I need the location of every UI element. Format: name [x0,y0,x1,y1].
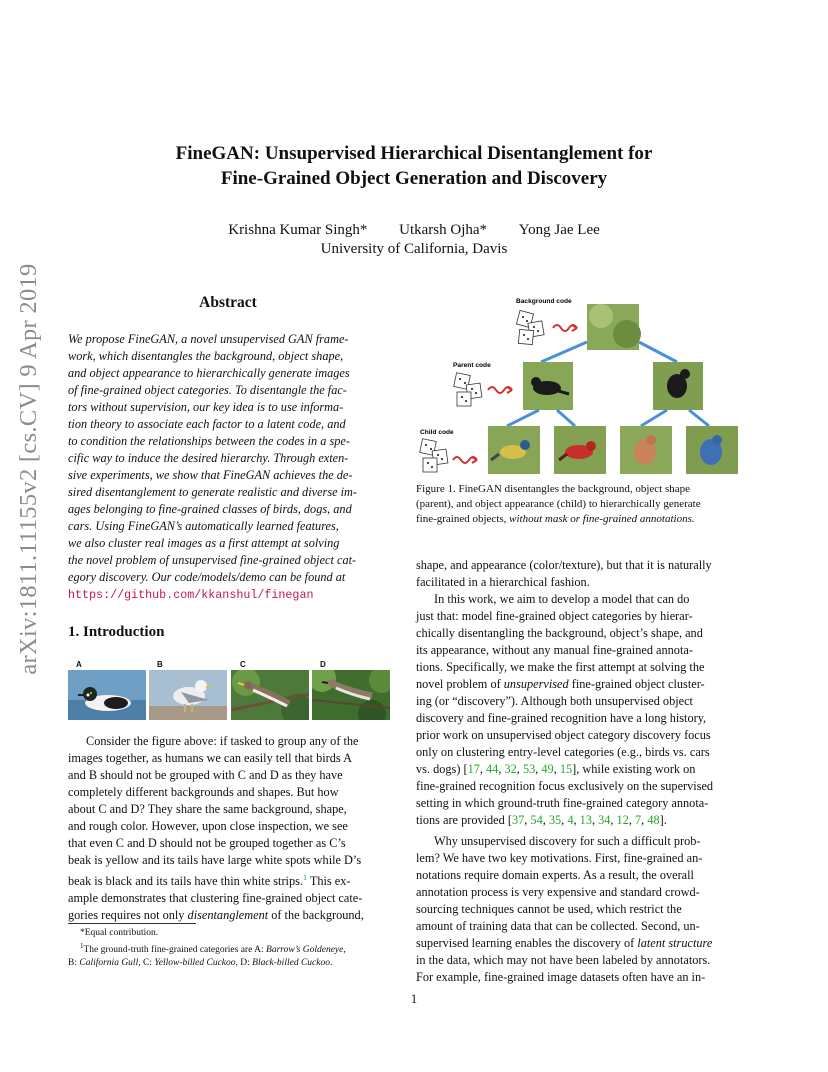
body-line: annotation process is very expensive and standard crowd- [416,885,700,899]
body-line: in the data, which may not have been labeled by annotators. [416,953,711,967]
child-code-label: Child code [420,429,454,436]
citation-link[interactable]: 34 [598,813,611,827]
citation-link[interactable]: 32 [504,762,517,776]
background-code-label: Background code [516,298,572,305]
page-number: 1 [410,992,418,1006]
hierarchy-arrow [639,342,677,362]
generated-child-image-2 [554,426,606,474]
abstract-line: we also cluster real images as a first attempt at solving [68,536,340,550]
citation-link[interactable]: 48 [647,813,660,827]
parent-code-label: Parent code [453,362,491,369]
generated-parent-image-2 [653,362,703,410]
body-line: Why unsupervised discovery for such a difficult prob- [434,834,701,848]
intro-line: that even C and D should not be grouped together as C’s [68,836,346,850]
intro-emphasis: disentanglement [187,908,269,923]
caption-line: (parent), and object appearance (child) to hierarchically generate [416,498,701,510]
abstract-line: and object appearance to hierarchically generate images [68,366,350,380]
bird-label-d: D [320,660,326,669]
intro-line: beak is black and its tails have thin white strips. [68,874,303,889]
background-dice-icon [516,310,544,344]
body-line: ing (or “discovery”). Although both unsupervised object [416,694,693,708]
abstract-line: cars. Using FineGAN’s automatically learned features, [68,519,339,533]
abstract-line: egory discovery. Our code/models/demo can be found at [68,570,346,584]
citation-link[interactable]: 37 [511,813,525,827]
abstract-line: sive experiments, we show that FineGAN achieves the de- [68,468,353,482]
generated-child-image-1 [488,426,540,474]
citation-link[interactable]: 49 [541,762,554,776]
hierarchy-arrow [541,342,587,362]
abstract-line: ages belonging to fine-grained classes of birds, dogs, and [68,502,352,516]
body-line: In this work, we aim to develop a model that can do [434,592,690,606]
body-line: only on clustering entry-level categories (e.g., birds vs. cars [416,745,710,759]
body-line: shape, and appearance (color/texture), but that it is naturally [416,558,712,572]
arxiv-identifier: arXiv:1811.11155v2 [cs.CV] 9 Apr 2019 [15,263,42,675]
abstract-line: of fine-grained object categories. To disentangle the fac- [68,383,347,397]
bird-photo-a [68,670,146,720]
body-line: For example, fine-grained image datasets often have an in- [416,970,706,984]
citation-link[interactable]: 17 [467,762,480,776]
bird-photo-d [312,670,390,720]
abstract-heading: Abstract [199,294,257,311]
generated-background-image [587,304,641,350]
author-list [0,221,828,240]
github-link[interactable]: https://github.com/kkanshul/finegan [68,588,314,602]
intro-line: ample demonstrates that clustering fine-grained object cate- [68,891,363,906]
author-2: Utkarsh Ojha* [399,222,488,238]
intro-line: and rough color. However, upon close inspection, we see [68,819,348,833]
abstract-line: sired disentanglement to generate realistic and diverse im- [68,485,358,499]
figure-1-hierarchy [415,290,745,480]
caption-emphasis: without mask or fine-grained annotations. [509,513,695,525]
citation-link[interactable]: 53 [522,762,536,776]
body-line: setting in which ground-truth fine-grained category annota- [416,796,709,810]
paper-title-line-1: FineGAN: Unsupervised Hierarchical Disentanglement for [175,143,653,164]
body-line: amount of training data that can be collected. Second, un- [416,919,700,933]
abstract-line: tors without supervision, our key idea is to use informa- [68,400,344,414]
caption-line: Figure 1. FineGAN disentangles the background, object shape [416,483,691,495]
intro-line: gories requires not only [68,908,185,923]
caption-line: fine-grained objects, [416,513,510,525]
intro-line: and B should not be grouped with C and D as they have [68,768,343,782]
body-line: tions. Specifically, we make the first attempt at solving the [416,660,705,674]
citation-link[interactable]: 35 [548,813,562,827]
body-line: its appearance, without any manual fine-grained annota- [416,643,693,657]
bird-photo-b [149,670,227,720]
body-line: fine-grained recognition focus exclusively on the supervised [416,779,714,793]
abstract-line: to condition the relationships between the codes in a spe- [68,434,350,448]
paper-title-line-2: Fine-Grained Object Generation and Discovery [220,168,608,189]
citation-link[interactable]: 13 [579,813,592,827]
generated-child-image-3 [620,426,672,474]
intro-line: completely different backgrounds and shapes. But how [68,785,339,799]
intro-line: about C and D? They share the same background, shape, [68,802,347,816]
footnote-equal-contribution: *Equal contribution. [80,928,159,938]
abstract-line: We propose FineGAN, a novel unsupervised GAN frame- [68,332,349,346]
body-line: discovery and fine-grained recognition have a long history, [416,711,707,725]
body-line: prior work on unsupervised object category discovery focus [416,728,711,742]
figure-1-caption [416,482,740,527]
body-line: just that: model fine-grained object categories by hierar- [416,609,693,623]
intro-line-tail: This ex- [306,874,351,889]
bird-examples-strip [68,658,390,720]
parent-dice-icon [454,373,482,406]
abstract-line: tion theory to associate each factor to a latent code, and [68,417,346,431]
intro-line-tail: of the background, [268,908,364,923]
affiliation: University of California, Davis [320,241,508,257]
intro-line: images together, as humans we can easily tell that birds A [68,751,352,765]
right-column-body: shape, and appearance (color/texture), but that it is naturally facilitated in a hierarchical fashion. In this work, we aim to develop a model that can do just that: model fine-grained object categories by hierar- chically disentangling the background, object’s shape, and its appearance, without any manual fine-grained annota- tions. Specifically, we make the first attempt at solving the novel problem of unsupervised fine-grained object cluster- ing (or “discovery”). Although both unsupervised object discovery and fine-grained recognition have a long history, prior work on unsupervised object category discovery focus only on clustering entry-level categories (e.g., birds vs. cars vs. dogs) [17, 44, 32, 53, 49, 15], while existing work on fine-grained recognition focus exclusively on the supervised setting in which ground-truth fine-grained category annota- tions are provided [37, 54, 35, 4, 13, 34, 12, 7, 48]. Why unsupervised discovery for such a difficult prob- lem? We have two key motivations. First, fine-grained an- notations require domain experts. As a result, the overall annotation process is very expensive and standard crowd- sourcing techniques cannot be used, which restrict the amount of training data that can be collected. Second, un- supervised learning enables the discovery of latent structure in the data, which may not have been labeled by annotators. For example, fine-grained image datasets often have an in- [416,557,740,986]
citation-link[interactable]: 4 [567,813,574,827]
abstract-body [68,331,388,604]
intro-line: beak is yellow and its tails have large white spots while D’s [68,853,362,867]
citation-link[interactable]: 7 [635,813,642,827]
abstract-line: cific way to induce the desired hierarchy. Through exten- [68,451,349,465]
footnote-1-line-1: $^1$The ground-truth fine-grained categories are A: Barrow’s Goldeneye, [80,942,346,956]
bird-label-a: A [76,660,82,669]
citation-link[interactable]: 44 [486,762,499,776]
body-line: lem? We have two key motivations. First, fine-grained an- [416,851,703,865]
footnote-rule [68,923,196,924]
intro-line: Consider the figure above: if tasked to group any of the [86,734,359,748]
body-line: facilitated in a hierarchical fashion. [416,575,590,589]
abstract-line: the novel problem of unsupervised fine-grained object cat- [68,553,357,567]
child-dice-icon [420,439,448,472]
bird-label-c: C [240,660,246,669]
body-line: sourcing techniques cannot be used, which restrict the [416,902,682,916]
author-1: Krishna Kumar Singh* [228,222,368,238]
abstract-line: work, which disentangles the background, object shape, [68,349,344,363]
bird-photo-c [231,670,309,720]
body-line: notations require domain experts. As a result, the overall [416,868,694,882]
generated-child-image-4 [686,426,738,474]
footnotes [68,927,398,970]
citation-link[interactable]: 15 [559,762,573,776]
footnote-1-line-2: B: California Gull, C: Yellow-billed Cuckoo, D: Black-billed Cuckoo. [68,958,333,969]
citation-link[interactable]: 12 [616,813,629,827]
bird-label-b: B [157,660,163,669]
section-heading-introduction: 1. Introduction [68,624,165,640]
citation-link[interactable]: 54 [530,813,543,827]
footnote-marker-1[interactable]: 1 [302,873,307,882]
generated-parent-image-1 [523,362,573,410]
introduction-paragraph [68,733,389,924]
author-3: Yong Jae Lee [518,222,600,238]
body-line: chically disentangling the background, object’s shape, and [416,626,703,640]
